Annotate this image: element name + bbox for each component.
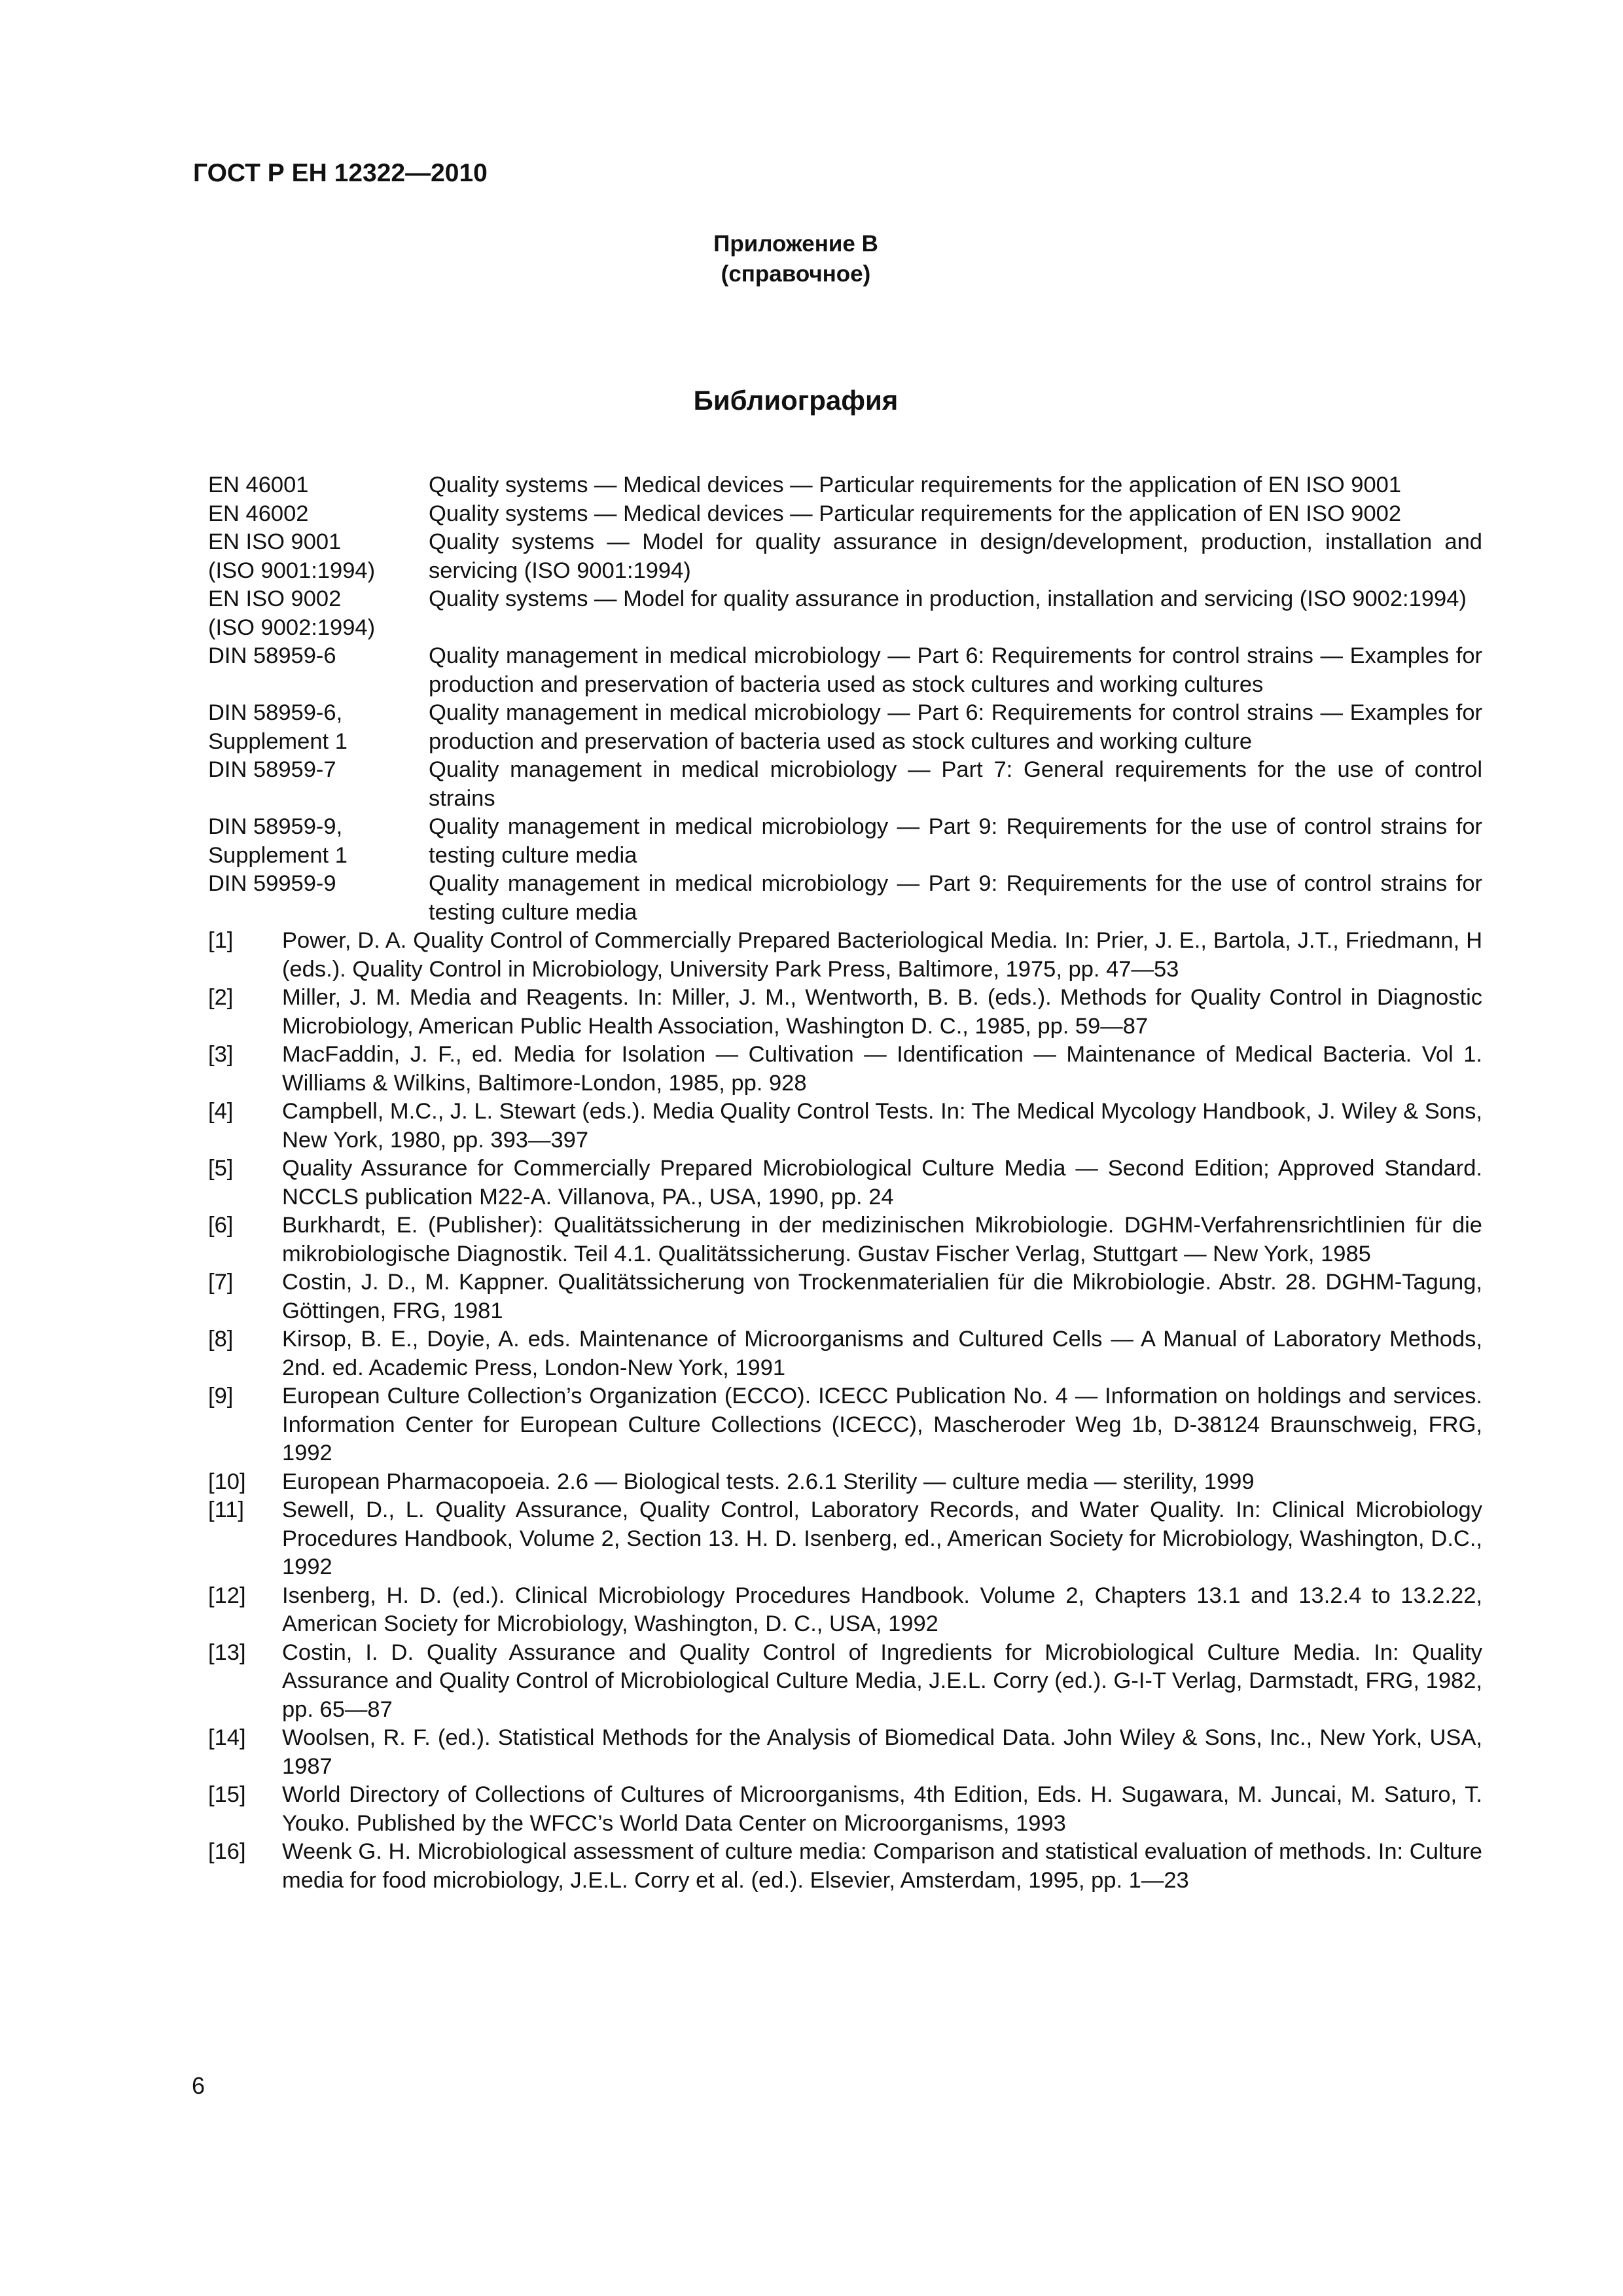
- reference-number: [8]: [208, 1327, 234, 1352]
- reference-text: Sewell, D., L. Quality Assurance, Quality Control, Laboratory Records, and Water Quality. In: Clinical Microbiology Procedures Handbook, Volume 2, Section 13. H. D. Isenberg, ed., American Society for Microbiology, Washington, D.C., 1992: [282, 1498, 1482, 1579]
- reference-number: [11]: [208, 1498, 244, 1522]
- reference-number: [5]: [208, 1156, 234, 1181]
- standard-entry: [208, 585, 1482, 642]
- reference-number: [6]: [208, 1213, 234, 1238]
- standard-code: DIN 59959-9: [208, 871, 336, 896]
- reference-text: Costin, I. D. Quality Assurance and Quality Control of Ingredients for Microbiological Culture Media. In: Quality Assurance and Quality Control of Microbiological Culture Media, J.E.L. Corry (ed.). G-I-T Verlag, Darmstadt, FRG, 1982, pp. 65—87: [282, 1640, 1482, 1722]
- reference-entry: [208, 1496, 1482, 1582]
- standard-code: DIN 58959-6: [208, 643, 336, 668]
- standard-title: Quality systems — Model for quality assurance in production, installation and servicing (ISO 9002:1994): [429, 586, 1467, 611]
- standard-entry: [208, 813, 1482, 870]
- reference-entry: [208, 1211, 1482, 1268]
- standard-code: DIN 58959-6, Supplement 1: [208, 700, 348, 754]
- standard-code: EN ISO 9002 (ISO 9002:1994): [208, 586, 376, 640]
- reference-number: [10]: [208, 1469, 246, 1494]
- reference-text: Miller, J. M. Media and Reagents. In: Miller, J. M., Wentworth, B. B. (eds.). Methods for Quality Control in Diagnostic Microbiology, American Public Health Association, Washington D. C., 1985, pp. 59—87: [282, 985, 1482, 1039]
- reference-entry: [208, 1325, 1482, 1382]
- reference-entry: [208, 1468, 1482, 1497]
- appendix-type: (справочное): [721, 261, 871, 287]
- standard-code: EN ISO 9001 (ISO 9001:1994): [208, 529, 376, 583]
- appendix-heading: [654, 229, 937, 289]
- standard-entry: [208, 756, 1482, 813]
- standard-entry: [208, 528, 1482, 585]
- reference-text: Quality Assurance for Commercially Prepared Microbiological Culture Media — Second Edition; Approved Standard. NCCLS publication M22-A. Villanova, PA., USA, 1990, pp. 24: [282, 1156, 1482, 1210]
- reference-number: [3]: [208, 1042, 234, 1067]
- standard-entry: [208, 699, 1482, 756]
- reference-entry: [208, 1582, 1482, 1639]
- reference-number: [7]: [208, 1270, 234, 1295]
- standard-title: Quality management in medical microbiology — Part 9: Requirements for the use of control strains for testing culture media: [429, 871, 1482, 925]
- reference-number: [14]: [208, 1725, 246, 1750]
- standard-entry: [208, 870, 1482, 927]
- reference-entry: [208, 927, 1482, 984]
- reference-entry: [208, 1041, 1482, 1098]
- standard-title: Quality systems — Model for quality assurance in design/development, production, installation and servicing (ISO 9001:1994): [429, 529, 1482, 583]
- reference-entry: [208, 1098, 1482, 1155]
- standard-title: Quality management in medical microbiology — Part 6: Requirements for control strains — Examples for production and preservation of bacteria used as stock cultures and working culture: [429, 700, 1482, 754]
- standard-title: Quality management in medical microbiology — Part 9: Requirements for the use of control strains for testing culture media: [429, 814, 1482, 868]
- reference-number: [15]: [208, 1782, 246, 1807]
- bibliography-list: [208, 471, 1482, 1895]
- reference-number: [12]: [208, 1583, 246, 1608]
- reference-text: European Pharmacopoeia. 2.6 — Biological tests. 2.6.1 Sterility — culture media — sterility, 1999: [282, 1469, 1255, 1494]
- standard-code: EN 46001: [208, 473, 309, 497]
- reference-text: Isenberg, H. D. (ed.). Clinical Microbiology Procedures Handbook. Volume 2, Chapters 13.1 and 13.2.4 to 13.2.22, American Society for Microbiology, Washington, D. C., USA, 1992: [282, 1583, 1482, 1636]
- standard-code: DIN 58959-7: [208, 757, 336, 782]
- standard-title: Quality systems — Medical devices — Particular requirements for the application of EN ISO 9002: [429, 501, 1402, 526]
- reference-number: [13]: [208, 1640, 246, 1665]
- standard-title: Quality systems — Medical devices — Particular requirements for the application of EN ISO 9001: [429, 473, 1402, 497]
- reference-text: Kirsop, B. E., Doyie, A. eds. Maintenance of Microorganisms and Cultured Cells — A Manual of Laboratory Methods, 2nd. ed. Academic Press, London-New York, 1991: [282, 1327, 1482, 1380]
- reference-number: [1]: [208, 928, 234, 953]
- reference-entry: [208, 1781, 1482, 1838]
- reference-entry: [208, 1724, 1482, 1781]
- reference-entry: [208, 1155, 1482, 1211]
- reference-entry: [208, 1382, 1482, 1468]
- document-code: ГОСТ Р ЕН 12322—2010: [193, 159, 488, 187]
- standard-code: DIN 58959-9, Supplement 1: [208, 814, 348, 868]
- reference-entry: [208, 1639, 1482, 1725]
- standard-entry: [208, 500, 1482, 529]
- reference-entry: [208, 1838, 1482, 1895]
- reference-entry: [208, 984, 1482, 1041]
- standard-entry: [208, 642, 1482, 699]
- reference-text: Campbell, M.C., J. L. Stewart (eds.). Media Quality Control Tests. In: The Medical Mycology Handbook, J. Wiley & Sons, New York, 1980, pp. 393—397: [282, 1099, 1482, 1153]
- bibliography-title: Библиография: [693, 385, 899, 416]
- reference-entry: [208, 1268, 1482, 1325]
- standard-title: Quality management in medical microbiology — Part 6: Requirements for control strains — Examples for production and preservation of bacteria used as stock cultures and working cultures: [429, 643, 1482, 697]
- reference-text: European Culture Collection’s Organization (ECCO). ICECC Publication No. 4 — Information on holdings and services. Information Center for European Culture Collections (ICECC), Mascheroder Weg 1b, D-38124 Braunschweig, FRG, 1992: [282, 1384, 1482, 1465]
- page-number: 6: [192, 2072, 205, 2099]
- reference-number: [9]: [208, 1384, 234, 1408]
- reference-text: Costin, J. D., M. Kappner. Qualitätssicherung von Trockenmaterialien für die Mikrobiologie. Abstr. 28. DGHM-Tagung, Göttingen, FRG, 1981: [282, 1270, 1482, 1323]
- reference-text: Burkhardt, E. (Publisher): Qualitätssicherung in der medizinischen Mikrobiologie. DGHM-Verfahrensrichtlinien für die mikrobiologische Diagnostik. Teil 4.1. Qualitätssicherung. Gustav Fischer Verlag, Stuttgart — New York, 1985: [282, 1213, 1482, 1266]
- reference-text: Power, D. A. Quality Control of Commercially Prepared Bacteriological Media. In: Prier, J. E., Bartola, J.T., Friedmann, H (eds.). Quality Control in Microbiology, University Park Press, Baltimore, 1975, pp. 47—53: [282, 928, 1482, 982]
- standard-entry: [208, 471, 1482, 500]
- reference-text: MacFaddin, J. F., ed. Media for Isolation — Cultivation — Identification — Maintenance of Medical Bacteria. Vol 1. Williams & Wilkins, Baltimore-London, 1985, pp. 928: [282, 1042, 1482, 1096]
- reference-number: [16]: [208, 1839, 246, 1864]
- standard-title: Quality management in medical microbiology — Part 7: General requirements for the use of control strains: [429, 757, 1482, 811]
- standard-code: EN 46002: [208, 501, 309, 526]
- reference-text: Weenk G. H. Microbiological assessment of culture media: Comparison and statistical evaluation of methods. In: Culture media for food microbiology, J.E.L. Corry et al. (ed.). Elsevier, Amsterdam, 1995, pp. 1—23: [282, 1839, 1482, 1893]
- reference-number: [4]: [208, 1099, 234, 1124]
- reference-text: Woolsen, R. F. (ed.). Statistical Methods for the Analysis of Biomedical Data. John Wiley & Sons, Inc., New York, USA, 1987: [282, 1725, 1482, 1779]
- reference-text: World Directory of Collections of Cultures of Microorganisms, 4th Edition, Eds. H. Sugawara, M. Juncai, M. Saturo, T. Youko. Published by the WFCC’s World Data Center on Microorganisms, 1993: [282, 1782, 1482, 1836]
- reference-number: [2]: [208, 985, 234, 1010]
- appendix-label: Приложение В: [713, 231, 878, 257]
